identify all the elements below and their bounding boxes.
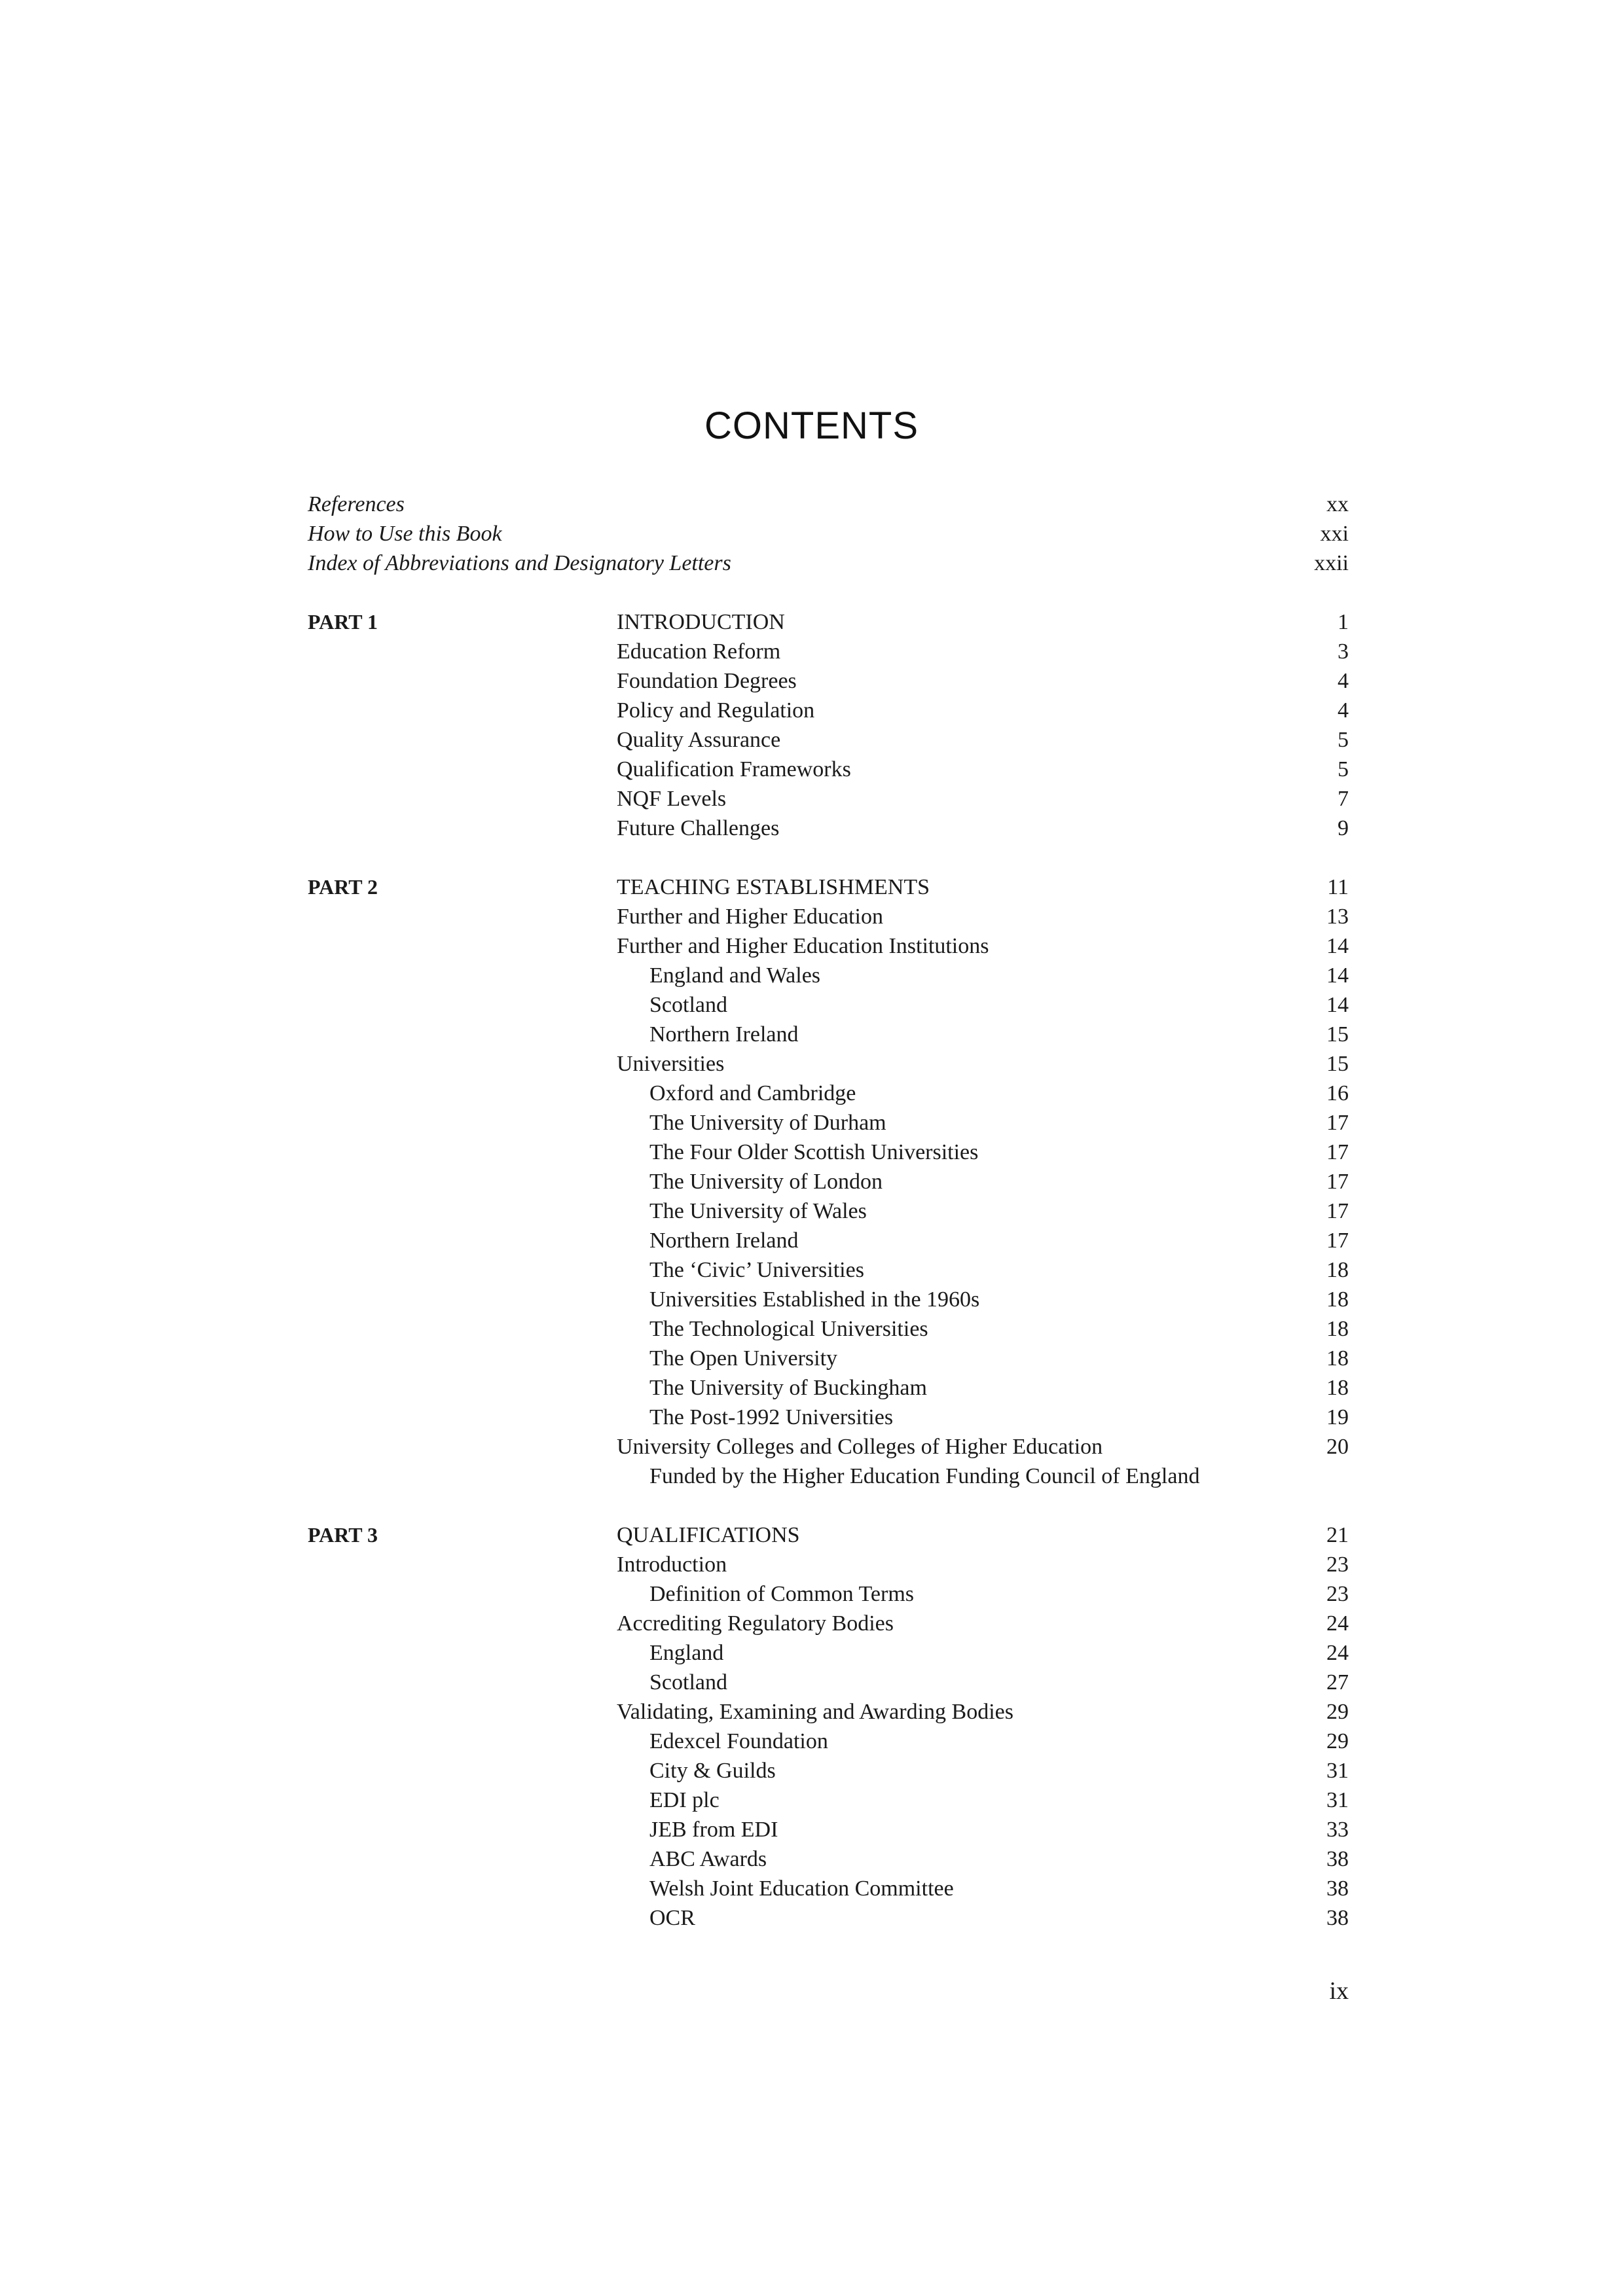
toc-page-number: 1 [1338, 610, 1349, 634]
toc-row [308, 1903, 1349, 1933]
toc-row [308, 1785, 1349, 1815]
part-label-empty [308, 990, 617, 1020]
part-label-empty [308, 1079, 617, 1108]
toc-row [308, 1609, 1349, 1638]
toc-page-number: 16 [1326, 1081, 1349, 1105]
toc-page-number: 29 [1326, 1700, 1349, 1724]
page-number: ix [1329, 1977, 1349, 2005]
toc-subentry-title: Scotland [649, 1670, 727, 1695]
toc-subentry-title: OCR [649, 1906, 695, 1930]
toc-subentry-title: The Technological Universities [649, 1317, 928, 1341]
part-label-empty [308, 1432, 617, 1462]
part-label-empty [308, 1462, 617, 1491]
toc-row [308, 990, 1349, 1020]
toc-row [308, 1314, 1349, 1344]
toc-subentry-title: Edexcel Foundation [649, 1729, 828, 1753]
toc-entry-title: How to Use this Book [308, 522, 502, 546]
toc-subentry-title: The Four Older Scottish Universities [649, 1140, 979, 1164]
toc-page-number: 24 [1326, 1641, 1349, 1665]
toc-row [308, 1049, 1349, 1079]
part-label-empty [308, 696, 617, 725]
toc-row [308, 637, 1349, 666]
part-label-empty [308, 1049, 617, 1079]
toc-subentry-title: Northern Ireland [649, 1022, 799, 1047]
part-label-empty [308, 1668, 617, 1697]
toc-row [308, 1020, 1349, 1049]
toc-page-number: 4 [1338, 698, 1349, 723]
toc-row [308, 1432, 1349, 1462]
part-label-empty [308, 1138, 617, 1167]
toc-page-number: 27 [1326, 1670, 1349, 1695]
toc-row [308, 872, 1349, 902]
toc-subentry-title: Funded by the Higher Education Funding Council of England [649, 1464, 1200, 1488]
toc-page-number: 29 [1326, 1729, 1349, 1753]
part-label-empty [308, 1373, 617, 1403]
toc-page-number: 18 [1326, 1317, 1349, 1341]
part-label-empty [308, 637, 617, 666]
toc-entry-title: QUALIFICATIONS [617, 1523, 800, 1547]
toc-row [308, 696, 1349, 725]
toc-page-number: 33 [1326, 1818, 1349, 1842]
toc-prelim-row [308, 519, 1349, 548]
toc-entry-title: Qualification Frameworks [617, 757, 851, 781]
part-label-empty [308, 666, 617, 696]
part-label-empty [308, 1108, 617, 1138]
toc-page-number: 23 [1326, 1552, 1349, 1577]
toc-row [308, 1579, 1349, 1609]
part-label-empty [308, 1020, 617, 1049]
part-label-empty [308, 1255, 617, 1285]
toc-page-number: 5 [1338, 757, 1349, 781]
toc-entry-title: TEACHING ESTABLISHMENTS [617, 875, 930, 899]
part-label-empty [308, 1638, 617, 1668]
part-label: PART 1 [308, 610, 378, 634]
toc-page-number: 17 [1326, 1199, 1349, 1223]
toc-subentry-title: Oxford and Cambridge [649, 1081, 856, 1105]
toc-entry-title: Foundation Degrees [617, 669, 797, 693]
toc-subentry-title: The University of Wales [649, 1199, 867, 1223]
toc-page-number: 18 [1326, 1376, 1349, 1400]
part-label-empty [308, 1403, 617, 1432]
toc-page-number: 17 [1326, 1229, 1349, 1253]
toc-entry-title: Validating, Examining and Awarding Bodies [617, 1700, 1013, 1724]
toc-row [308, 1255, 1349, 1285]
toc-subentry-title: Welsh Joint Education Committee [649, 1876, 954, 1901]
toc-row [308, 1668, 1349, 1697]
toc-entry-title: INTRODUCTION [617, 610, 785, 634]
toc-subentry-title: ABC Awards [649, 1847, 767, 1871]
toc-subentry-title: Northern Ireland [649, 1229, 799, 1253]
part-label-empty [308, 1815, 617, 1844]
toc-row [308, 1285, 1349, 1314]
toc-page-number: 15 [1326, 1022, 1349, 1047]
toc-page-number: 17 [1326, 1140, 1349, 1164]
toc-row [308, 1697, 1349, 1727]
toc-page-number: 38 [1326, 1847, 1349, 1871]
toc-page-number: 31 [1326, 1759, 1349, 1783]
toc-row [308, 1344, 1349, 1373]
toc-row [308, 1815, 1349, 1844]
toc-row [308, 666, 1349, 696]
toc-row [308, 1462, 1349, 1491]
toc-page-number: 31 [1326, 1788, 1349, 1812]
toc-entry-title: Accrediting Regulatory Bodies [617, 1611, 894, 1636]
toc-page-number: 21 [1326, 1523, 1349, 1547]
toc-subentry-title: The University of Buckingham [649, 1376, 927, 1400]
toc-page-number: 18 [1326, 1346, 1349, 1371]
toc-subentry-title: The University of London [649, 1170, 883, 1194]
part-label-empty [308, 1196, 617, 1226]
toc-page-number: 7 [1338, 787, 1349, 811]
toc-subentry-title: The ‘Civic’ Universities [649, 1258, 864, 1282]
toc-row [308, 1196, 1349, 1226]
part-label-empty [308, 1344, 617, 1373]
toc-subentry-title: Universities Established in the 1960s [649, 1287, 980, 1312]
part-label-empty [308, 1314, 617, 1344]
toc-subentry-title: EDI plc [649, 1788, 720, 1812]
toc-entry-title: Policy and Regulation [617, 698, 815, 723]
part-label-empty [308, 1756, 617, 1785]
toc-page-number: 4 [1338, 669, 1349, 693]
toc-entry-title: Universities [617, 1052, 725, 1076]
toc-row [308, 1167, 1349, 1196]
toc-entry-title: Education Reform [617, 639, 781, 664]
toc-row [308, 1844, 1349, 1874]
toc-row [308, 1756, 1349, 1785]
part-label-empty [308, 931, 617, 961]
toc-row [308, 1550, 1349, 1579]
toc-row [308, 961, 1349, 990]
toc-page-number: 24 [1326, 1611, 1349, 1636]
toc-entry-title: Further and Higher Education Institutions [617, 934, 989, 958]
toc-row [308, 755, 1349, 784]
part-label: PART 2 [308, 875, 378, 899]
toc-row [308, 725, 1349, 755]
toc-row [308, 1373, 1349, 1403]
toc-subentry-title: City & Guilds [649, 1759, 776, 1783]
toc-subentry-title: JEB from EDI [649, 1818, 778, 1842]
toc-row [308, 607, 1349, 637]
part-label-empty [308, 1226, 617, 1255]
toc-page-number: 15 [1326, 1052, 1349, 1076]
toc-page-number: 3 [1338, 639, 1349, 664]
toc-prelim-row [308, 548, 1349, 578]
part-label-empty [308, 814, 617, 843]
part-label-empty [308, 961, 617, 990]
toc-subentry-title: The Open University [649, 1346, 838, 1371]
toc-prelim-row [308, 490, 1349, 519]
part-label-empty [308, 1785, 617, 1815]
part-label-empty [308, 1697, 617, 1727]
part-label-empty [308, 1550, 617, 1579]
toc-page-number: xxi [1320, 522, 1349, 546]
toc-page-number: xx [1326, 492, 1349, 516]
toc-entry-title: Future Challenges [617, 816, 780, 840]
toc-row [308, 814, 1349, 843]
toc-entry-title: Introduction [617, 1552, 727, 1577]
part-label-empty [308, 1285, 617, 1314]
part-label-empty [308, 1844, 617, 1874]
toc-page-number: 14 [1326, 963, 1349, 988]
toc-page-number: 14 [1326, 934, 1349, 958]
toc-entry-title: References [308, 492, 405, 516]
toc-entry-title: University Colleges and Colleges of Higher Education [617, 1435, 1103, 1459]
part-label-empty [308, 755, 617, 784]
toc-row [308, 931, 1349, 961]
toc-subentry-title: England [649, 1641, 724, 1665]
toc-page-number: 13 [1326, 905, 1349, 929]
part-label-empty [308, 902, 617, 931]
toc-row [308, 1226, 1349, 1255]
toc-subentry-title: Scotland [649, 993, 727, 1017]
toc-page-number: 14 [1326, 993, 1349, 1017]
toc-row [308, 902, 1349, 931]
toc-row [308, 1079, 1349, 1108]
toc-entry-title: Index of Abbreviations and Designatory Letters [308, 551, 731, 575]
toc-row [308, 1520, 1349, 1550]
toc-page-number: 17 [1326, 1170, 1349, 1194]
toc-page-number: 38 [1326, 1906, 1349, 1930]
toc-entry-title: Further and Higher Education [617, 905, 883, 929]
toc-subentry-title: The University of Durham [649, 1111, 886, 1135]
toc-page-number: 19 [1326, 1405, 1349, 1429]
toc-page-number [1270, 1462, 1349, 1491]
part-label-empty [308, 784, 617, 814]
toc-row [308, 1727, 1349, 1756]
toc-row [308, 784, 1349, 814]
toc-page-number: 9 [1338, 816, 1349, 840]
toc-subentry-title: England and Wales [649, 963, 821, 988]
toc-subentry-title: The Post-1992 Universities [649, 1405, 894, 1429]
part-label-empty [308, 1727, 617, 1756]
toc-row [308, 1138, 1349, 1167]
toc-page-number: 18 [1326, 1287, 1349, 1312]
toc-page-number: 11 [1327, 875, 1349, 899]
toc-row [308, 1403, 1349, 1432]
part-label: PART 3 [308, 1523, 378, 1547]
toc-row [308, 1874, 1349, 1903]
toc-page-number: 23 [1326, 1582, 1349, 1606]
toc-row [308, 1638, 1349, 1668]
toc-page-number: 20 [1326, 1435, 1349, 1459]
part-label-empty [308, 1874, 617, 1903]
toc-page-number: 18 [1326, 1258, 1349, 1282]
toc-subentry-title: Definition of Common Terms [649, 1582, 915, 1606]
toc-entry-title: NQF Levels [617, 787, 727, 811]
toc-page-number: xxii [1314, 551, 1349, 575]
page-title: CONTENTS [704, 404, 919, 447]
part-label-empty [308, 725, 617, 755]
toc-page-number: 17 [1326, 1111, 1349, 1135]
toc-page-number: 5 [1338, 728, 1349, 752]
toc-row [308, 1108, 1349, 1138]
part-label-empty [308, 1903, 617, 1933]
part-label-empty [308, 1579, 617, 1609]
part-label-empty [308, 1609, 617, 1638]
toc-page-number: 38 [1326, 1876, 1349, 1901]
table-of-contents [308, 490, 1349, 1933]
part-label-empty [308, 1167, 617, 1196]
toc-entry-title: Quality Assurance [617, 728, 781, 752]
